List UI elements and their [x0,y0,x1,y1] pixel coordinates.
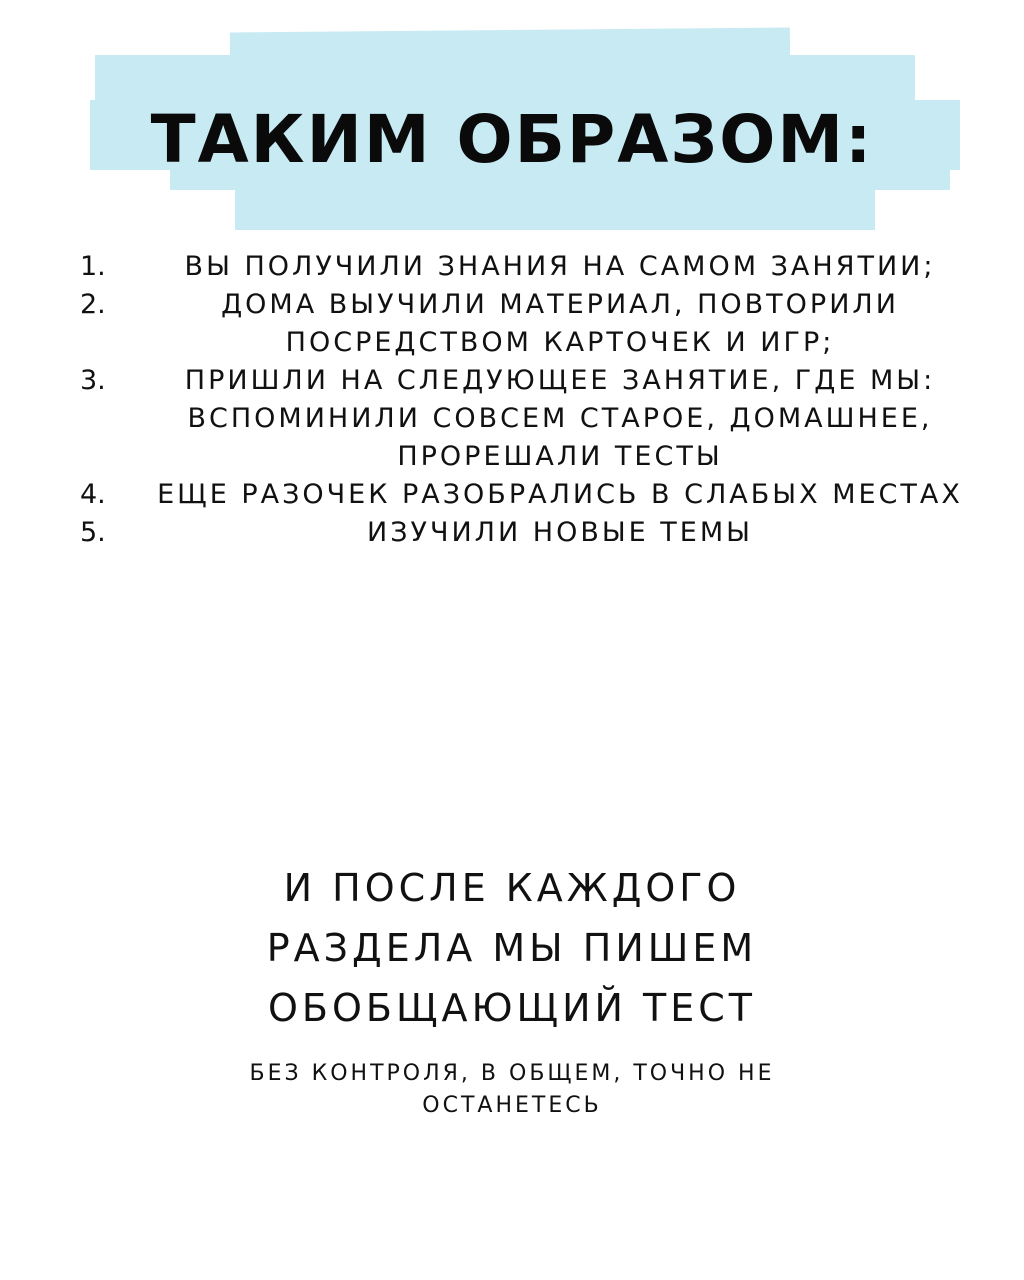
item-text: ДОМА ВЫУЧИЛИ МАТЕРИАЛ, ПОВТОРИЛИ ПОСРЕДСТВОМ КАРТОЧЕК И ИГР; [221,289,899,358]
summary-statement [0,858,1024,1038]
item-number: 2. [80,289,106,320]
item-number: 5. [80,517,106,548]
list-item [80,248,980,286]
list-item [80,286,980,362]
item-text: ВЫ ПОЛУЧИЛИ ЗНАНИЯ НА САМОМ ЗАНЯТИИ; [184,251,936,282]
page-title: ТАКИМ ОБРАЗОМ: [150,101,874,178]
summary-text: И ПОСЛЕ КАЖДОГО РАЗДЕЛА МЫ ПИШЕМ ОБОБЩАЮЩИЙ ТЕСТ [266,866,758,1030]
list-item [80,362,980,476]
item-text: ИЗУЧИЛИ НОВЫЕ ТЕМЫ [367,517,753,548]
list-item [80,514,980,552]
item-text: ПРИШЛИ НА СЛЕДУЮЩЕЕ ЗАНЯТИЕ, ГДЕ МЫ: ВСПОМИНИЛИ СОВСЕМ СТАРОЕ, ДОМАШНЕЕ, ПРОРЕШАЛИ ТЕСТЫ [184,365,936,472]
brush-highlight [235,185,875,230]
item-number: 3. [80,365,106,396]
footnote [0,1058,1024,1122]
list-item [80,476,980,514]
item-number: 4. [80,479,106,510]
item-number: 1. [80,251,106,282]
footnote-text: БЕЗ КОНТРОЛЯ, В ОБЩЕМ, ТОЧНО НЕ ОСТАНЕТЕСЬ [249,1061,775,1118]
summary-list [80,248,980,552]
item-text: ЕЩЕ РАЗОЧЕК РАЗОБРАЛИСЬ В СЛАБЫХ МЕСТАХ [157,479,963,510]
